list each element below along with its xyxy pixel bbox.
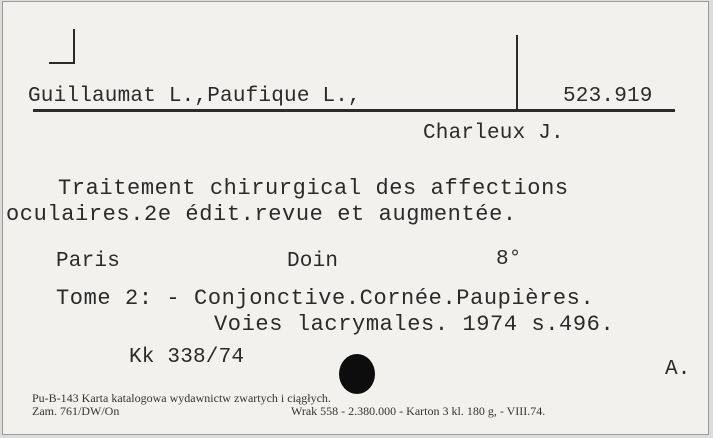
printer-line-1: Pu-B-143 Karta katalogowa wydawnictw zwartych i ciągłych. <box>32 391 331 405</box>
column-divider <box>516 35 518 110</box>
header-rule <box>33 109 675 112</box>
publication-place: Paris <box>56 250 121 273</box>
corner-mark-vertical <box>73 29 75 63</box>
title-line-1: Traitement chirurgical des affections <box>58 176 569 201</box>
printer-line-2-left: Zam. 761/DW/On <box>32 404 120 418</box>
catalog-card <box>2 1 709 435</box>
volume-line-2: Voies lacrymales. 1974 s.496. <box>214 312 615 337</box>
title-line-2: oculaires.2e édit.revue et augmentée. <box>6 202 517 227</box>
publisher: Doin <box>287 250 339 273</box>
corner-mark-horizontal <box>49 62 75 64</box>
printer-line-2-right: Wrak 558 - 2.380.000 - Karton 3 kl. 180 g, - VIII.74. <box>291 404 546 418</box>
section-letter: A. <box>665 358 691 381</box>
authors: Guillaumat L.,Paufique L., <box>28 85 361 108</box>
co-author: Charleux J. <box>423 122 564 145</box>
volume-line-1: Tome 2: - Conjonctive.Cornée.Paupières. <box>56 286 595 311</box>
punch-hole <box>339 354 375 394</box>
classification-number: 523.919 <box>563 85 653 108</box>
format: 8° <box>496 248 522 271</box>
shelf-mark: Kk 338/74 <box>129 346 245 369</box>
